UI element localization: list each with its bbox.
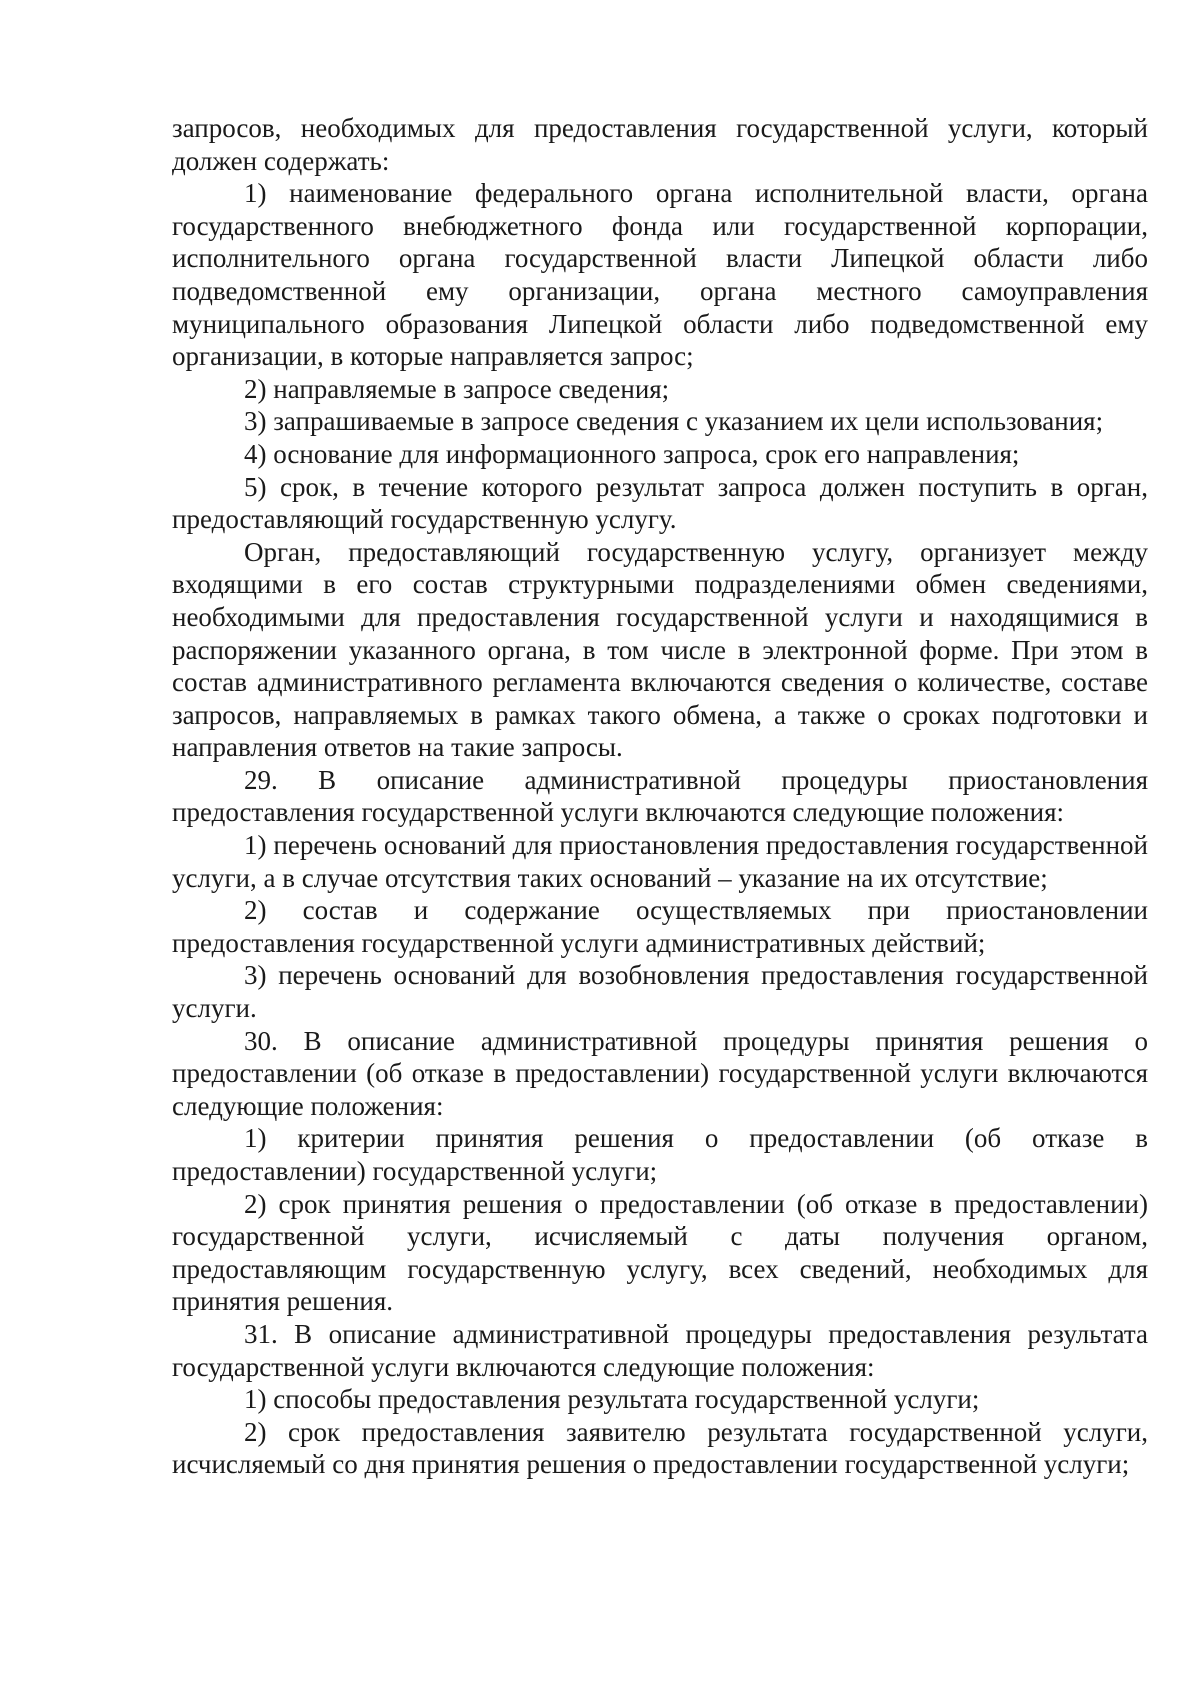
clause-29-item-2: 2) состав и содержание осуществляемых при приостановлении предоставления государственной услуги административных действий; [172, 895, 1148, 958]
clause-29: 29. В описание административной процедуры приостановления предоставления государственной услуги включаются следующие положения: [172, 764, 1148, 828]
list-item-3: 3) запрашиваемые в запросе сведения с указанием их цели использования; [244, 406, 1104, 437]
clause-29-item-3: 3) перечень оснований для возобновления предоставления государственной услуги. [172, 960, 1148, 1024]
clause-29-item-1: 1) перечень оснований для приостановления предоставления государственной услуги, а в случае отсутствия таких оснований – указание на их отсутствие; [172, 830, 1148, 893]
paragraph-continuation: запросов, необходимых для предоставления государственной услуги, который должен содержать: [172, 113, 1148, 176]
clause-31-item-2: 2) срок предоставления заявителю результата государственной услуги, исчисляемый со дня принятия решения о предоставлении государственной услуги; [172, 1416, 1148, 1480]
list-item-2: 2) направляемые в запросе сведения; [244, 373, 670, 404]
clause-31: 31. В описание административной процедуры предоставления результата государственной услуги включаются следующие положения: [172, 1318, 1148, 1382]
list-item-1: 1) наименование федерального органа исполнительной власти, органа государственного внебюджетного фонда или государственной корпорации, исполнительного органа государственной власти Липецкой области либо подведомственной ему организации, органа местного самоуправления муниципального образования Липецкой области либо подведомственной ему организации, в которые направляется запрос; [172, 178, 1148, 372]
list-item-4: 4) основание для информационного запроса, срок его направления; [244, 438, 1020, 469]
paragraph-body: Орган, предоставляющий государственную услугу, организует между входящими в его состав структурными подразделениями обмен сведениями, необходимыми для предоставления государственной услуги и находящимися в распоряжении указанного органа, в том числе в электронной форме. При этом в состав административного регламента включаются сведения о количестве, составе запросов, направляемых в рамках такого обмена, а также о сроках подготовки и направления ответов на такие запросы. [172, 536, 1148, 763]
clause-31-item-1: 1) способы предоставления результата государственной услуги; [244, 1384, 980, 1415]
list-item-5: 5) срок, в течение которого результат запроса должен поступить в орган, предоставляющий государственную услугу. [172, 471, 1148, 535]
clause-30-item-1: 1) критерии принятия решения о предоставлении (об отказе в предоставлении) государственной услуги; [172, 1123, 1148, 1186]
clause-30-item-2: 2) срок принятия решения о предоставлении (об отказе в предоставлении) государственной услуги, исчисляемый с даты получения органом, предоставляющим государственную услугу, всех сведений, необходимых для принятия решения. [172, 1188, 1148, 1317]
document-page [172, 112, 1148, 1481]
clause-30: 30. В описание административной процедуры принятия решения о предоставлении (об отказе в предоставлении) государственной услуги включаются следующие положения: [172, 1025, 1148, 1121]
